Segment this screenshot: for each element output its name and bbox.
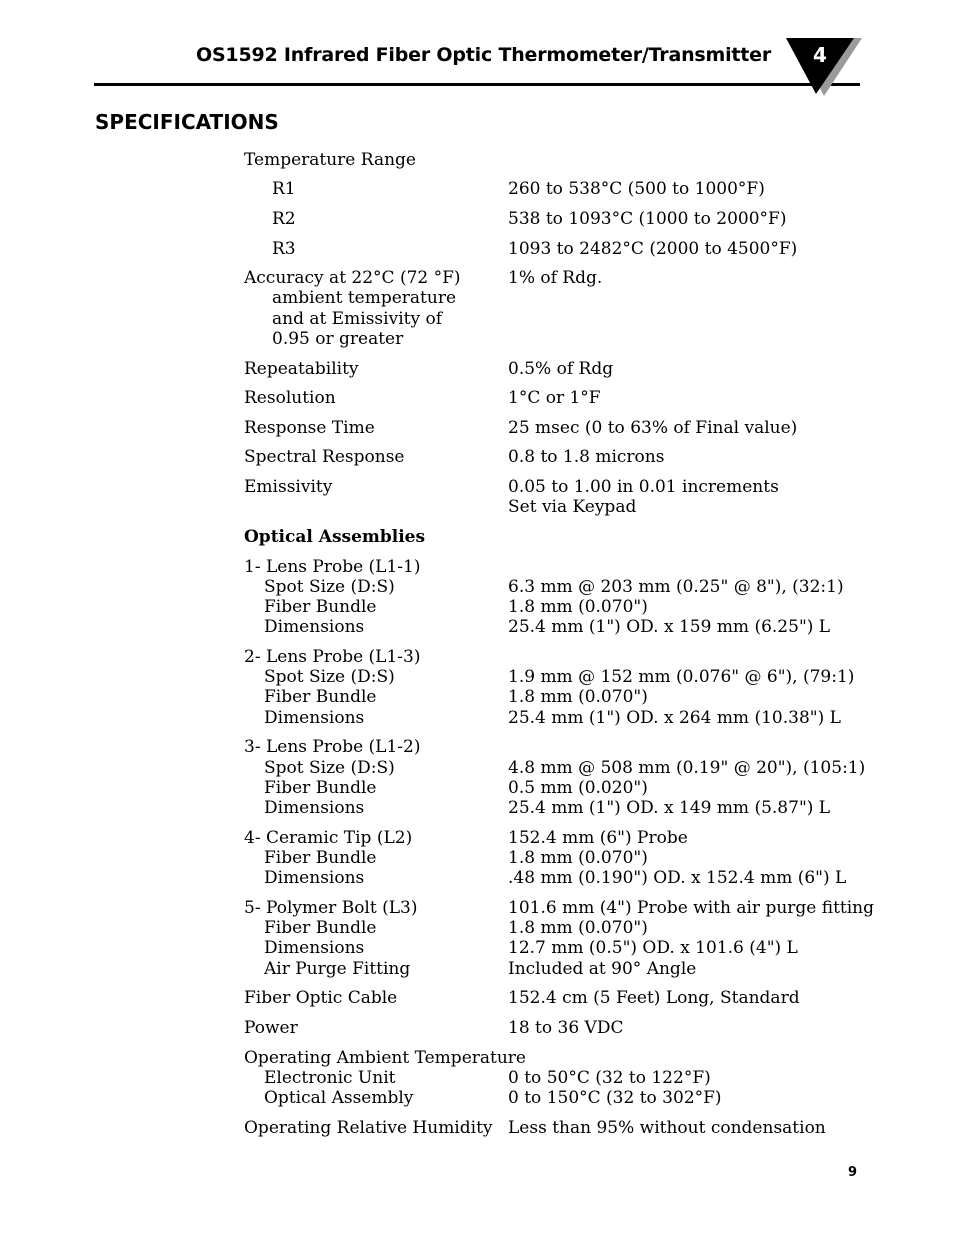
- header-rule: [94, 83, 860, 86]
- spec-label: Accuracy at 22°C (72 °F): [244, 268, 461, 288]
- spec-label: Air Purge Fitting: [264, 959, 411, 979]
- spec-value: 0.8 to 1.8 microns: [508, 447, 665, 467]
- spec-value: 152.4 cm (5 Feet) Long, Standard: [508, 988, 800, 1008]
- spec-value: 25.4 mm (1") OD. x 159 mm (6.25") L: [508, 617, 831, 637]
- spec-label: Repeatability: [244, 359, 359, 379]
- spec-value: 260 to 538°C (500 to 1000°F): [508, 179, 765, 199]
- running-header-title: OS1592 Infrared Fiber Optic Thermometer/Transmitter: [196, 44, 772, 66]
- spec-label: 3- Lens Probe (L1-2): [244, 737, 421, 757]
- spec-label: Fiber Bundle: [264, 918, 377, 938]
- spec-label: R2: [272, 209, 296, 229]
- spec-label: Electronic Unit: [264, 1068, 396, 1088]
- spec-value: 1.8 mm (0.070"): [508, 848, 648, 868]
- spec-label: Spot Size (D:S): [264, 758, 395, 778]
- chapter-badge: [784, 36, 864, 98]
- page-number: 9: [848, 1165, 858, 1180]
- spec-value: 101.6 mm (4") Probe with air purge fitting: [508, 898, 875, 918]
- spec-label: ambient temperature: [272, 288, 457, 308]
- spec-label: Dimensions: [264, 798, 365, 818]
- spec-label: 5- Polymer Bolt (L3): [244, 898, 418, 918]
- spec-label: 0.95 or greater: [272, 329, 404, 349]
- spec-value: 1°C or 1°F: [508, 388, 601, 408]
- spec-value: 538 to 1093°C (1000 to 2000°F): [508, 209, 787, 229]
- spec-label: 2- Lens Probe (L1-3): [244, 647, 421, 667]
- spec-label: 4- Ceramic Tip (L2): [244, 828, 413, 848]
- spec-label: Spot Size (D:S): [264, 577, 395, 597]
- spec-value: 1.8 mm (0.070"): [508, 597, 648, 617]
- spec-label: Fiber Bundle: [264, 687, 377, 707]
- spec-value: 1% of Rdg.: [508, 268, 603, 288]
- spec-label: Emissivity: [244, 477, 333, 497]
- spec-value: 0.5% of Rdg: [508, 359, 614, 379]
- spec-label: Response Time: [244, 418, 375, 438]
- spec-label: Fiber Bundle: [264, 597, 377, 617]
- spec-value: 4.8 mm @ 508 mm (0.19" @ 20"), (105:1): [508, 758, 866, 778]
- spec-value: 1093 to 2482°C (2000 to 4500°F): [508, 239, 798, 259]
- spec-value: .48 mm (0.190") OD. x 152.4 mm (6") L: [508, 868, 847, 888]
- chapter-number: 4: [813, 43, 827, 67]
- spec-value: 1.9 mm @ 152 mm (0.076" @ 6"), (79:1): [508, 667, 855, 687]
- spec-value: 6.3 mm @ 203 mm (0.25" @ 8"), (32:1): [508, 577, 844, 597]
- spec-value: 25.4 mm (1") OD. x 264 mm (10.38") L: [508, 708, 841, 728]
- spec-value: 25 msec (0 to 63% of Final value): [508, 418, 798, 438]
- spec-label: Dimensions: [264, 708, 365, 728]
- spec-label: 1- Lens Probe (L1-1): [244, 557, 421, 577]
- spec-value: 0 to 50°C (32 to 122°F): [508, 1068, 711, 1088]
- spec-label: Dimensions: [264, 938, 365, 958]
- spec-label: Fiber Bundle: [264, 778, 377, 798]
- spec-value: 0.5 mm (0.020"): [508, 778, 648, 798]
- spec-label: Fiber Bundle: [264, 848, 377, 868]
- spec-value: Less than 95% without condensation: [508, 1118, 826, 1138]
- spec-label: Dimensions: [264, 868, 365, 888]
- spec-value: 0.05 to 1.00 in 0.01 increments: [508, 477, 779, 497]
- spec-label: Dimensions: [264, 617, 365, 637]
- spec-label: Optical Assembly: [264, 1088, 414, 1108]
- spec-label: and at Emissivity of: [272, 309, 442, 329]
- spec-value: 18 to 36 VDC: [508, 1018, 624, 1038]
- spec-label: Operating Relative Humidity: [244, 1118, 493, 1138]
- spec-value: 25.4 mm (1") OD. x 149 mm (5.87") L: [508, 798, 831, 818]
- spec-value: 1.8 mm (0.070"): [508, 918, 648, 938]
- spec-value: 12.7 mm (0.5") OD. x 101.6 (4") L: [508, 938, 798, 958]
- section-heading: SPECIFICATIONS: [95, 110, 279, 134]
- spec-value: 152.4 mm (6") Probe: [508, 828, 688, 848]
- spec-label: R3: [272, 239, 296, 259]
- spec-value: Included at 90° Angle: [508, 959, 697, 979]
- spec-label: Temperature Range: [244, 150, 416, 170]
- spec-label: Operating Ambient Temperature: [244, 1048, 526, 1068]
- spec-label: Spot Size (D:S): [264, 667, 395, 687]
- spec-value: 0 to 150°C (32 to 302°F): [508, 1088, 722, 1108]
- spec-label: Resolution: [244, 388, 336, 408]
- spec-group-heading: Optical Assemblies: [244, 527, 426, 547]
- spec-label: Fiber Optic Cable: [244, 988, 398, 1008]
- spec-value: Set via Keypad: [508, 497, 637, 517]
- spec-label: Spectral Response: [244, 447, 405, 467]
- spec-label: Power: [244, 1018, 298, 1038]
- spec-label: R1: [272, 179, 296, 199]
- spec-value: 1.8 mm (0.070"): [508, 687, 648, 707]
